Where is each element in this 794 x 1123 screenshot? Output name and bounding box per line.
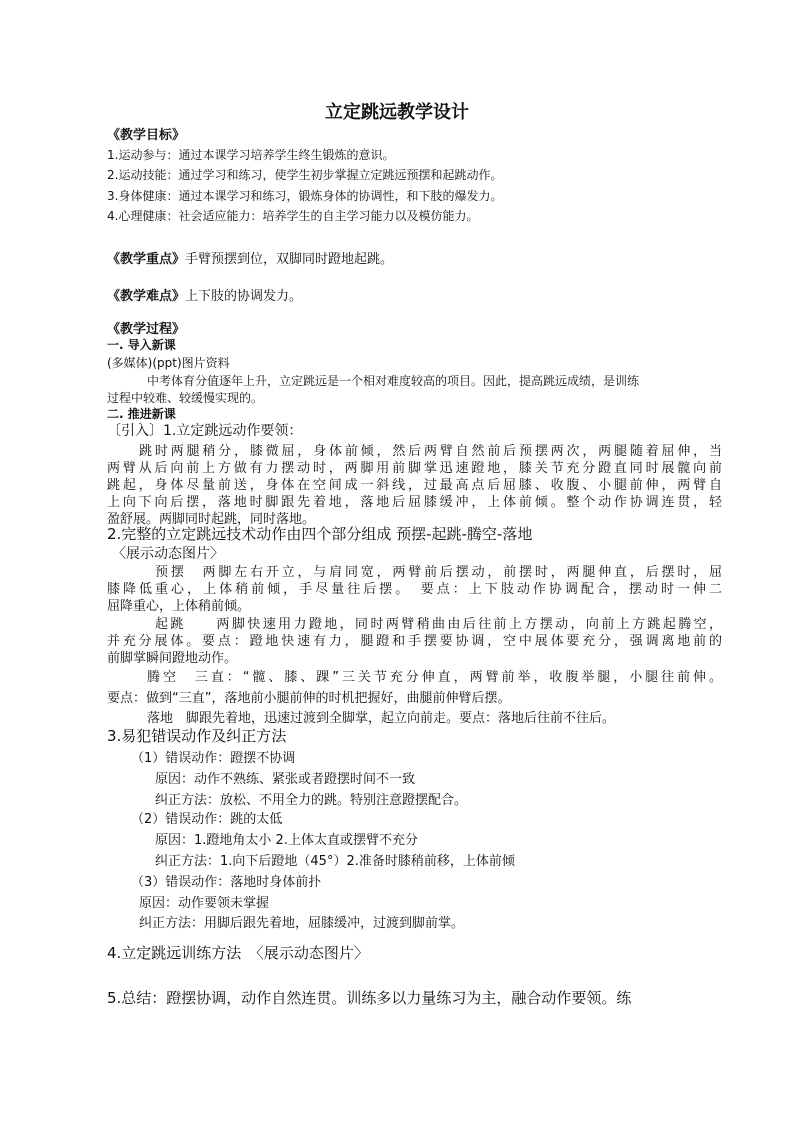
section3-heading: 3.易犯错误动作及纠正方法: [107, 727, 287, 745]
yubai-line: 膝降低重心，上体稍前倾，手尽量往后摆。 要点：上下肢动作协调配合，摆动时一伸二: [107, 582, 722, 597]
process-heading: 《教学过程》: [107, 322, 186, 337]
part1-line: 过程中较难、较缓慢实现的。: [107, 391, 264, 405]
para1-line: 盈舒展。两脚同时起跳，同时落地。: [107, 512, 316, 527]
error-title: （3）错误动作：落地时身体前扑: [131, 875, 322, 890]
difficulty-text: 上下肢的协调发力。: [185, 289, 303, 304]
error-reason: 原因：动作要领未掌握: [139, 896, 270, 911]
yubai-line: 屈降重心，上体稍前倾。: [107, 599, 251, 614]
qitiao-line: 并充分展体。要点：蹬地快速有力，腿蹬和手摆要协调，空中展体要充分，强调离地前的: [107, 634, 722, 649]
error-title: （2）错误动作：跳的太低: [131, 812, 283, 827]
para1-line: 跳时两腿稍分，膝微屈，身体前倾，然后两臂自然前后预摆两次，两腿随着屈伸，当: [139, 444, 722, 459]
tengkong-line: 腾空 三直：“髋、膝、踝”三关节充分伸直，两臂前举，收腹举腿，小腿往前伸。: [147, 670, 722, 685]
error-fix: 纠正方法：放松、不用全力的跳。特别注意蹬摆配合。: [155, 793, 468, 808]
error-title: （1）错误动作：蹬摆不协调: [131, 751, 296, 766]
part1-heading: 一. 导入新课: [107, 338, 176, 352]
error-reason: 原因：1.蹬地角太小 2.上体太直或摆臂不充分: [155, 833, 418, 848]
yubai-line: 预摆 两脚左右开立，与肩同宽，两臂前后摆动，前摆时，两腿伸直，后摆时，屈: [155, 565, 722, 580]
para1-line: 两臂从后向前上方做有力摆动时，两脚用前脚掌迅速蹬地，膝关节充分蹬直同时展髋向前: [107, 461, 722, 476]
part2-heading: 二. 推进新课: [107, 407, 176, 421]
luodi-line: 落地 脚跟先着地，迅速过渡到全脚掌，起立向前走。要点：落地后往前不往后。: [147, 711, 616, 726]
objective-item: 3.身体健康：通过本课学习和练习，锻炼身体的协调性，和下肢的爆发力。: [107, 189, 503, 203]
para1-line: 上向下向后摆，落地时脚跟先着地，落地后屈膝缓冲，上体前倾。整个动作协调连贯，轻: [107, 495, 722, 510]
qitiao-line: 前脚掌瞬间蹬地动作。: [107, 651, 238, 666]
difficulty-line: [107, 285, 302, 304]
section5-summary: 5.总结：蹬摆协调，动作自然连贯。训练多以力量练习为主，融合动作要领。练: [107, 989, 632, 1007]
key-point-line: [107, 248, 393, 267]
objective-item: 2.运动技能：通过学习和练习，使学生初步掌握立定跳远预摆和起跳动作。: [107, 168, 503, 182]
key-point-text: 手臂预摆到位，双脚同时蹬地起跳。: [185, 252, 394, 267]
section4-heading: 4.立定跳远训练方法 〈展示动态图片〉: [107, 944, 369, 962]
difficulty-heading: 《教学难点》: [107, 289, 186, 304]
part2-intro: 〔引入〕1.立定跳远动作要领：: [107, 423, 303, 439]
section2-note: 〈展示动态图片〉: [112, 546, 224, 562]
key-point-heading: 《教学重点》: [107, 252, 186, 267]
error-reason: 原因：动作不熟练、紧张或者蹬摆时间不一致: [155, 772, 416, 787]
objective-item: 4.心理健康：社会适应能力：培养学生的自主学习能力以及模仿能力。: [107, 209, 479, 223]
part1-line: 中考体育分值逐年上升，立定跳远是一个相对难度较高的项目。因此，提高跳远成绩，是训练: [147, 374, 640, 388]
objective-item: 1.运动参与：通过本课学习培养学生终生锻炼的意识。: [107, 148, 395, 162]
part1-media: (多媒体)(ppt)图片资料: [107, 356, 230, 370]
qitiao-line: 起跳 两脚快速用力蹬地，同时两臂稍曲由后往前上方摆动，向前上方跳起腾空，: [155, 617, 722, 632]
tengkong-line: 要点：做到“三直”，落地前小腿前伸的时机把握好，曲腿前伸臂后摆。: [107, 691, 511, 706]
error-fix: 纠正方法：1.向下后蹬地（45°）2.准备时膝稍前移，上体前倾: [155, 854, 515, 869]
para1-line: 跳起，身体尽量前送，身体在空间成一斜线，过最高点后屈膝、收腹、小腿前伸，两臂自: [107, 478, 722, 493]
objectives-heading: 《教学目标》: [107, 128, 186, 143]
section2-heading: 2.完整的立定跳远技术动作由四个部分组成 预摆-起跳-腾空-落地: [107, 525, 533, 543]
document-title: 立定跳远教学设计: [325, 102, 469, 123]
error-fix: 纠正方法：用脚后跟先着地，屈膝缓冲，过渡到脚前掌。: [139, 916, 465, 931]
